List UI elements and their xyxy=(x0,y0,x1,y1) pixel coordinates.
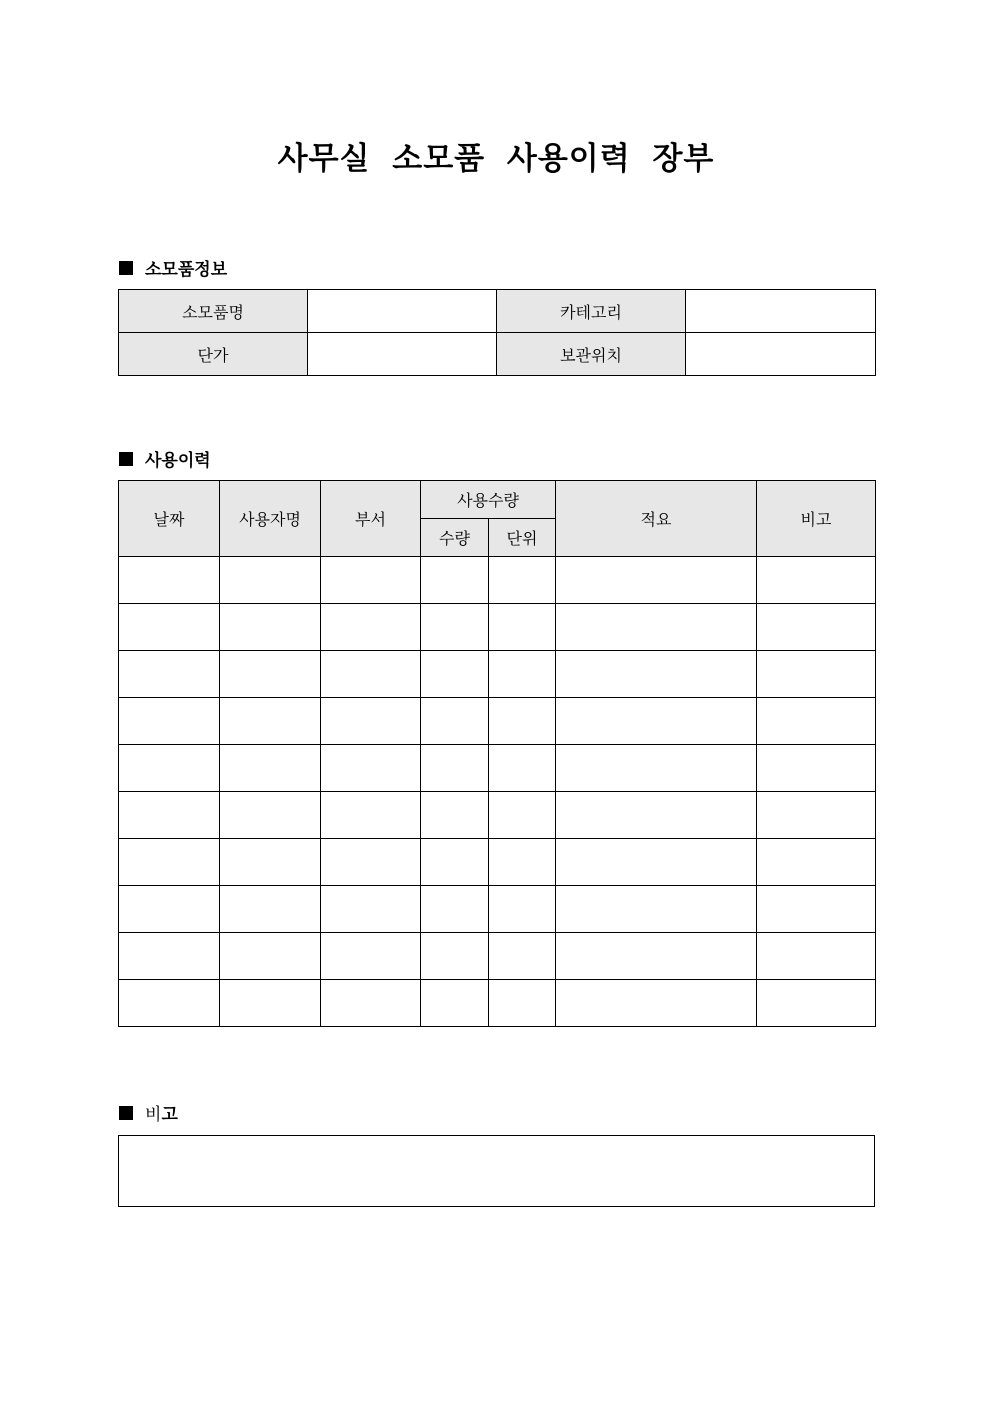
dept-cell[interactable] xyxy=(321,604,421,651)
header-qty: 수량 xyxy=(421,519,489,557)
table-row xyxy=(119,886,876,933)
desc-cell[interactable] xyxy=(556,745,757,792)
user-cell[interactable] xyxy=(220,698,321,745)
header-dept: 부서 xyxy=(321,481,421,557)
header-desc: 적요 xyxy=(556,481,757,557)
unit-cell[interactable] xyxy=(489,886,556,933)
qty-cell[interactable] xyxy=(421,651,489,698)
dept-cell[interactable] xyxy=(321,933,421,980)
table-row xyxy=(119,933,876,980)
page-title: 사무실 소모품 사용이력 장부 xyxy=(277,141,715,177)
qty-cell[interactable] xyxy=(421,792,489,839)
desc-cell[interactable] xyxy=(556,557,757,604)
unit-cell[interactable] xyxy=(489,792,556,839)
dept-cell[interactable] xyxy=(321,651,421,698)
item-name-field[interactable] xyxy=(308,290,497,333)
user-cell[interactable] xyxy=(220,933,321,980)
item-name-label: 소모품명 xyxy=(119,290,308,333)
qty-cell[interactable] xyxy=(421,745,489,792)
location-label: 보관위치 xyxy=(497,333,686,376)
section-label-remarks-prefix: 비 xyxy=(145,1105,162,1125)
date-cell[interactable] xyxy=(119,886,220,933)
unit-cell[interactable] xyxy=(489,698,556,745)
dept-cell[interactable] xyxy=(321,792,421,839)
dept-cell[interactable] xyxy=(321,980,421,1027)
note-cell[interactable] xyxy=(757,651,876,698)
desc-cell[interactable] xyxy=(556,886,757,933)
supply-info-table xyxy=(118,289,876,376)
qty-cell[interactable] xyxy=(421,557,489,604)
black-square-icon xyxy=(119,452,133,466)
section-heading-history xyxy=(119,446,211,471)
table-row xyxy=(119,745,876,792)
table-row xyxy=(119,839,876,886)
table-row xyxy=(119,980,876,1027)
date-cell[interactable] xyxy=(119,557,220,604)
note-cell[interactable] xyxy=(757,698,876,745)
note-cell[interactable] xyxy=(757,557,876,604)
user-cell[interactable] xyxy=(220,980,321,1027)
unit-price-label: 단가 xyxy=(119,333,308,376)
section-label-history: 사용이력 xyxy=(145,451,211,471)
desc-cell[interactable] xyxy=(556,839,757,886)
user-cell[interactable] xyxy=(220,839,321,886)
unit-cell[interactable] xyxy=(489,604,556,651)
dept-cell[interactable] xyxy=(321,557,421,604)
header-user: 사용자명 xyxy=(220,481,321,557)
date-cell[interactable] xyxy=(119,933,220,980)
desc-cell[interactable] xyxy=(556,604,757,651)
date-cell[interactable] xyxy=(119,604,220,651)
unit-cell[interactable] xyxy=(489,933,556,980)
qty-cell[interactable] xyxy=(421,839,489,886)
unit-cell[interactable] xyxy=(489,745,556,792)
date-cell[interactable] xyxy=(119,651,220,698)
unit-cell[interactable] xyxy=(489,557,556,604)
date-cell[interactable] xyxy=(119,839,220,886)
category-field[interactable] xyxy=(686,290,876,333)
note-cell[interactable] xyxy=(757,839,876,886)
dept-cell[interactable] xyxy=(321,745,421,792)
section-heading-info xyxy=(119,255,227,280)
user-cell[interactable] xyxy=(220,651,321,698)
desc-cell[interactable] xyxy=(556,698,757,745)
table-row xyxy=(119,792,876,839)
header-date: 날짜 xyxy=(119,481,220,557)
date-cell[interactable] xyxy=(119,698,220,745)
table-row xyxy=(119,604,876,651)
header-unit: 단위 xyxy=(489,519,556,557)
header-usage-qty: 사용수량 xyxy=(421,481,556,519)
section-label-info: 소모품정보 xyxy=(145,260,228,280)
unit-price-field[interactable] xyxy=(308,333,497,376)
black-square-icon xyxy=(119,261,133,275)
unit-cell[interactable] xyxy=(489,651,556,698)
header-note: 비고 xyxy=(757,481,876,557)
dept-cell[interactable] xyxy=(321,698,421,745)
desc-cell[interactable] xyxy=(556,651,757,698)
note-cell[interactable] xyxy=(757,980,876,1027)
black-square-icon xyxy=(119,1106,133,1120)
desc-cell[interactable] xyxy=(556,792,757,839)
table-row xyxy=(119,698,876,745)
note-cell[interactable] xyxy=(757,792,876,839)
desc-cell[interactable] xyxy=(556,933,757,980)
user-cell[interactable] xyxy=(220,886,321,933)
table-row xyxy=(119,651,876,698)
user-cell[interactable] xyxy=(220,557,321,604)
dept-cell[interactable] xyxy=(321,886,421,933)
user-cell[interactable] xyxy=(220,604,321,651)
qty-cell[interactable] xyxy=(421,698,489,745)
dept-cell[interactable] xyxy=(321,839,421,886)
table-row xyxy=(119,290,876,333)
note-cell[interactable] xyxy=(757,886,876,933)
user-cell[interactable] xyxy=(220,792,321,839)
header-row xyxy=(119,481,876,519)
usage-history-table xyxy=(118,480,876,1027)
note-cell[interactable] xyxy=(757,745,876,792)
category-label: 카테고리 xyxy=(497,290,686,333)
table-row xyxy=(119,557,876,604)
user-cell[interactable] xyxy=(220,745,321,792)
desc-cell[interactable] xyxy=(556,980,757,1027)
section-heading-remarks xyxy=(119,1100,178,1125)
location-field[interactable] xyxy=(686,333,876,376)
date-cell[interactable] xyxy=(119,745,220,792)
qty-cell[interactable] xyxy=(421,604,489,651)
unit-cell[interactable] xyxy=(489,980,556,1027)
table-row xyxy=(119,333,876,376)
qty-cell[interactable] xyxy=(421,980,489,1027)
qty-cell[interactable] xyxy=(421,933,489,980)
remarks-field[interactable] xyxy=(118,1135,875,1207)
unit-cell[interactable] xyxy=(489,839,556,886)
note-cell[interactable] xyxy=(757,604,876,651)
section-label-remarks-bold: 고 xyxy=(161,1105,178,1125)
date-cell[interactable] xyxy=(119,792,220,839)
note-cell[interactable] xyxy=(757,933,876,980)
qty-cell[interactable] xyxy=(421,886,489,933)
date-cell[interactable] xyxy=(119,980,220,1027)
